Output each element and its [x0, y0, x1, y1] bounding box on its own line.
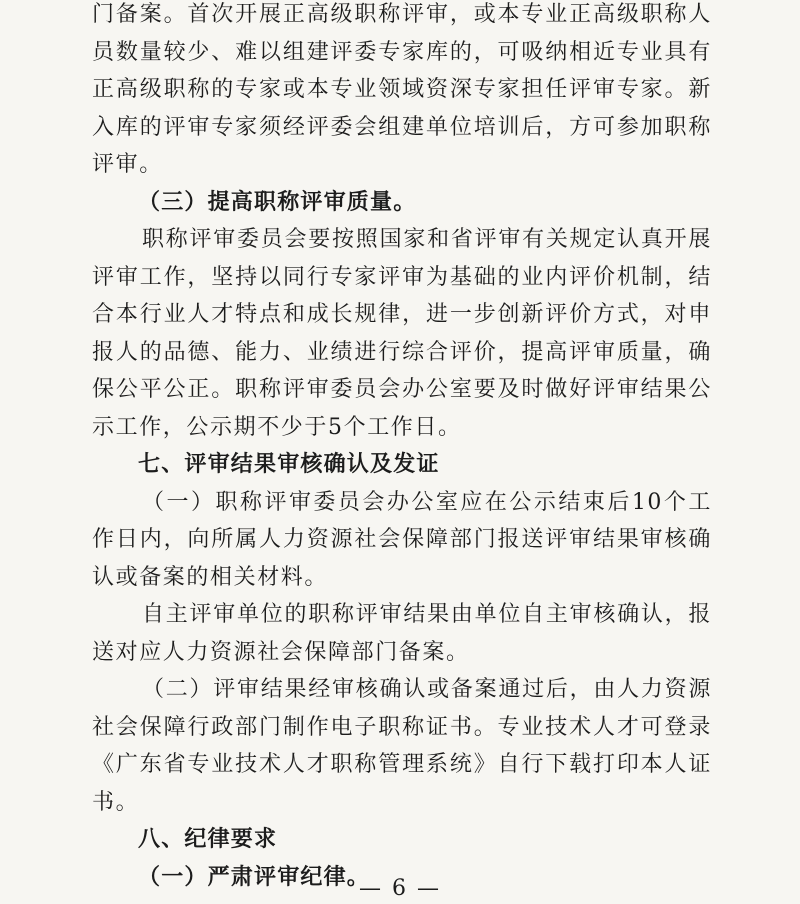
page-number: — 6 — [359, 876, 441, 901]
document-body [92, 0, 712, 896]
paragraph-electronic-certificate: （二）评审结果经审核确认或备案通过后，由人力资源社会保障行政部门制作电子职称证书。专业技术人才可登录《广东省专业技术人才职称管理系统》自行下载打印本人证书。 [92, 677, 712, 815]
paragraph-self-review-units: 自主评审单位的职称评审结果由单位自主审核确认，报送对应人力资源社会保障部门备案。 [92, 602, 712, 665]
paragraph-submit-materials: （一）职称评审委员会办公室应在公示结束后10个工作日内，向所属人力资源社会保障部门报送评审结果审核确认或备案的相关材料。 [92, 489, 712, 590]
subheading-strict-discipline: （一）严肃评审纪律。 [138, 864, 371, 890]
subheading-improve-review-quality: （三）提高职称评审质量。 [138, 189, 417, 215]
section-heading-result-confirmation: 七、评审结果审核确认及发证 [138, 452, 440, 477]
section-heading-discipline: 八、纪律要求 [138, 827, 278, 852]
paragraph-continuation: 门备案。首次开展正高级职称评审，或本专业正高级职称人员数量较少、难以组建评委专家库的，可吸纳相近专业具有正高级职称的专家或本专业领域资深专家担任评审专家。新入库的评审专家须经评委会组建单位培训后，方可参加职称评审。 [92, 2, 712, 177]
paragraph-review-quality: 职称评审委员会要按照国家和省评审有关规定认真开展评审工作，坚持以同行专家评审为基础的业内评价机制，结合本行业人才特点和成长规律，进一步创新评价方式，对申报人的品德、能力、业绩进行综合评价，提高评审质量，确保公平公正。职称评审委员会办公室要及时做好评审结果公示工作，公示期不少于5个工作日。 [92, 227, 712, 440]
